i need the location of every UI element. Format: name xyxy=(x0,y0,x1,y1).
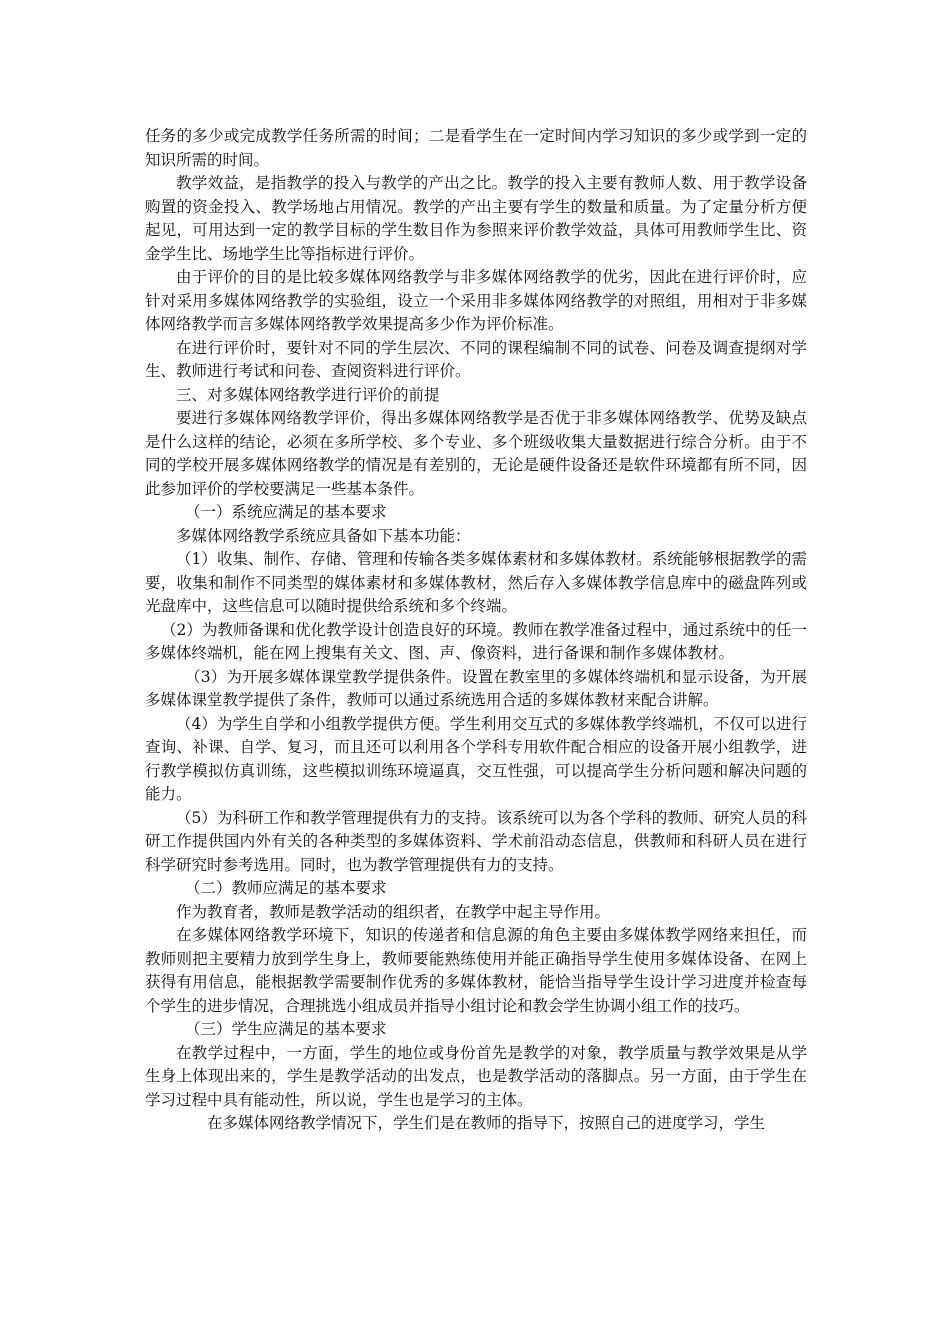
list-item-2: （2）为教师备课和优化教学设计创造良好的环境。教师在教学准备过程中，通过系统中的任一多媒体终端机，能在网上搜集有关文、图、声、像资料，进行备课和制作多媒体教材。 xyxy=(145,620,807,662)
subheading-teacher-requirements: （二）教师应满足的基本要求 xyxy=(185,879,387,897)
paragraph-teacher-role: 作为教育者，教师是教学活动的组织者，在教学中起主导作用。 xyxy=(176,902,611,921)
subheading-student-requirements: （三）学生应满足的基本要求 xyxy=(185,1020,387,1038)
paragraph-teaching-benefit: 教学效益，是指教学的投入与教学的产出之比。教学的投入主要有教师人数、用于教学设备购置的资金投入、教学场地占用情况。教学的产出主要有学生的数量和质量。为了定量分析方便起见，可用达到一定的教学目标的学生数目作为参照来评价教学效益，具体可用教师学生比、资金学生比、场地学生比等指标进行评价。 xyxy=(145,174,807,263)
list-item-1: （1）收集、制作、存储、管理和传输各类多媒体素材和多媒体教材。系统能够根据教学的需要，收集和制作不同类型的媒体素材和多媒体教材，然后存入多媒体教学信息库中的磁盘阵列或光盘库中，这些信息可以随时提供给系统和多个终端。 xyxy=(145,550,807,615)
section-heading-3: 三、对多媒体网络教学进行评价的前提 xyxy=(176,385,440,404)
list-item-3: （3）为开展多媒体课堂教学提供条件。设置在教室里的多媒体终端机和显示设备，为开展多媒体课堂教学提供了条件，教师可以通过系统选用合适的多媒体教材来配合讲解。 xyxy=(145,667,807,709)
paragraph-continuation: 任务的多少或完成教学任务所需的时间；二是看学生在一定时间内学习知识的多少或学到一定的知识所需的时间。 xyxy=(145,127,807,169)
subheading-system-requirements: （一）系统应满足的基本要求 xyxy=(185,503,387,521)
paragraph-system-functions-intro: 多媒体网络教学系统应具备如下基本功能： xyxy=(176,526,471,545)
paragraph-prerequisites: 要进行多媒体网络教学评价，得出多媒体网络教学是否优于非多媒体网络教学、优势及缺点是什么这样的结论，必须在多所学校、多个专业、多个班级收集大量数据进行综合分析。由于不同的学校开展多媒体网络教学的情况是有差别的，无论是硬件设备还是软件环境都有所不同，因此参加评价的学校要满足一些基本条件。 xyxy=(145,409,807,498)
list-item-4: （4）为学生自学和小组教学提供方便。学生利用交互式的多媒体教学终端机，不仅可以进行查询、补课、自学、复习，而且还可以利用各个学科专用软件配合相应的设备开展小组教学，进行教学模拟仿真训练，这些模拟训练环境逼真，交互性强，可以提高学生分析问题和解决问题的能力。 xyxy=(145,714,807,803)
paragraph-evaluation-method: 在进行评价时，要针对不同的学生层次、不同的课程编制不同的试卷、问卷及调查提纲对学生、教师进行考试和问卷、查阅资料进行评价。 xyxy=(145,338,807,380)
paragraph-teacher-environment: 在多媒体网络教学环境下，知识的传递者和信息源的角色主要由多媒体教学网络来担任，而教师则把主要精力放到学生身上，教师要能熟练使用并能正确指导学生使用多媒体设备、在网上获得有用信息，能根据教学需要制作优秀的多媒体教材，能恰当指导学生设计学习进度并检查每个学生的进步情况，合理挑选小组成员并指导小组讨论和教会学生协调小组工作的技巧。 xyxy=(145,926,807,1015)
paragraph-student-multimedia: 在多媒体网络教学情况下，学生们是在教师的指导下，按照自己的进度学习，学生 xyxy=(207,1114,766,1132)
list-item-5: （5）为科研工作和教学管理提供有力的支持。该系统可以为各个学科的教师、研究人员的科研工作提供国内外有关的各种类型的多媒体资料、学术前沿动态信息，供教师和科研人员在进行科学研究时参考选用。同时，也为教学管理提供有力的支持。 xyxy=(145,808,807,874)
paragraph-evaluation-purpose: 由于评价的目的是比较多媒体网络教学与非多媒体网络教学的优劣，因此在进行评价时，应针对采用多媒体网络教学的实验组，设立一个采用非多媒体网络教学的对照组，用相对于非多媒体网络教学而言多媒体网络教学效果提高多少作为评价标准。 xyxy=(145,268,807,333)
paragraph-student-role: 在教学过程中，一方面，学生的地位或身份首先是教学的对象，教学质量与教学效果是从学生身上体现出来的，学生是教学活动的出发点，也是教学活动的落脚点。另一方面，由于学生在学习过程中具有能动性，所以说，学生也是学习的主体。 xyxy=(145,1043,807,1109)
document-body xyxy=(145,125,807,1136)
